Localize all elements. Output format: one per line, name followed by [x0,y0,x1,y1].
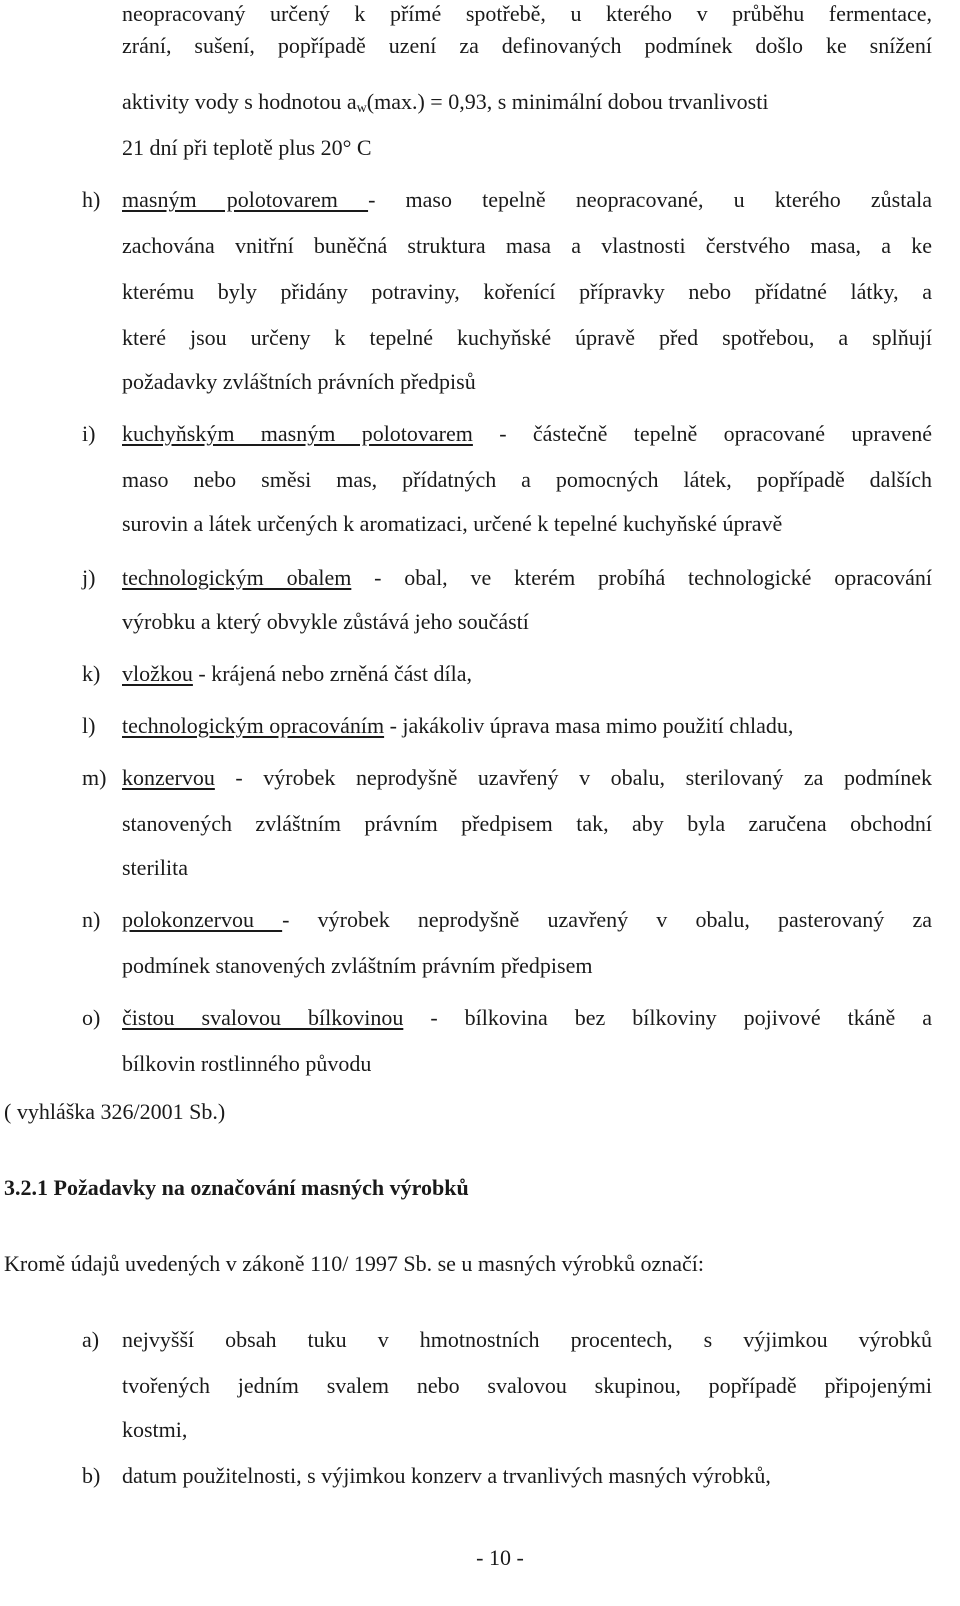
term: polokonzervou [122,907,283,932]
definition-l: technologickým opracováním - jakákoliv úprava masa mimo použití chladu, [122,713,794,738]
paragraph-line: stanovených zvláštním právním předpisem tak, aby byla zaručena obchodní [122,811,932,836]
requirement-a: nejvyšší obsah tuku v hmotnostních procentech, s výjimkou výrobků [122,1327,932,1352]
definition-n: polokonzervou - výrobek neprodyšně uzavřený v obalu, pasterovaný za [122,907,932,932]
paragraph-line: podmínek stanovených zvláštním právním předpisem [122,953,593,978]
item-label: i) [82,421,96,446]
term: konzervou [122,765,215,790]
term: technologickým obalem [122,565,352,590]
term: technologickým opracováním [122,713,385,738]
definition-h: masným polotovarem - maso tepelně neopracované, u kterého zůstala [122,187,932,212]
definition-i: kuchyňským masným polotovarem - částečně tepelně opracované upravené [122,421,932,446]
term: masným polotovarem [122,187,369,212]
paragraph-line: tvořených jedním svalem nebo svalovou skupinou, popřípadě připojenými [122,1373,932,1398]
requirement-b: datum použitelnosti, s výjimkou konzerv a trvanlivých masných výrobků, [122,1463,771,1488]
item-label: n) [82,907,101,932]
term: čistou svalovou bílkovinou [122,1005,404,1030]
paragraph-line: zachována vnitřní buněčná struktura masa a vlastnosti čerstvého masa, a ke [122,233,932,258]
paragraph-line: výrobku a který obvykle zůstává jeho součástí [122,609,529,634]
term: kuchyňským masným polotovarem [122,421,473,446]
paragraph-line: kostmi, [122,1417,188,1442]
paragraph-line: sterilita [122,855,188,880]
paragraph-line: maso nebo směsi mas, přídatných a pomocných látek, popřípadě dalších [122,467,932,492]
page-number: - 10 - [476,1545,524,1570]
item-label: j) [82,565,96,590]
definition-k: vložkou - krájená nebo zrněná část díla, [122,661,473,686]
section-heading: 3.2.1 Požadavky na označování masných výrobků [4,1175,469,1200]
paragraph-line: 21 dní při teplotě plus 20° C [122,135,372,160]
paragraph-line: kterému byly přidány potraviny, kořenící přípravky nebo přídatné látky, a [122,279,932,304]
definition-m: konzervou - výrobek neprodyšně uzavřený v obalu, sterilovaný za podmínek [122,765,932,790]
paragraph-line: neopracovaný určený k přímé spotřebě, u kterého v průběhu fermentace, [122,1,932,26]
paragraph-line: surovin a látek určených k aromatizaci, určené k tepelné kuchyňské úpravě [122,511,783,536]
definition-o: čistou svalovou bílkovinou - bílkovina bez bílkoviny pojivové tkáně a [122,1005,932,1030]
item-label: m) [82,765,107,790]
term: vložkou [122,661,193,686]
intro-paragraph: Kromě údajů uvedených v zákoně 110/ 1997 Sb. se u masných výrobků označí: [4,1251,704,1276]
source-citation: ( vyhláška 326/2001 Sb.) [4,1099,226,1124]
aw-text: aktivity vody s hodnotou $a_w(\max.) = 0,93$, s minimální dobou trvanlivosti [122,89,769,116]
item-label: o) [82,1005,101,1030]
item-label: b) [82,1463,101,1488]
item-label: h) [82,187,101,212]
paragraph-line: bílkovin rostlinného původu [122,1051,372,1076]
item-label: k) [82,661,101,686]
paragraph-line: které jsou určeny k tepelné kuchyňské úpravě před spotřebou, a splňují [122,325,932,350]
item-label: a) [82,1327,100,1352]
paragraph-line: zrání, sušení, popřípadě uzení za definovaných podmínek došlo ke snížení [122,33,932,58]
item-label: l) [82,713,96,738]
paragraph-line [122,88,932,116]
definition-j: technologickým obalem - obal, ve kterém probíhá technologické opracování [122,565,932,590]
paragraph-line: požadavky zvláštních právních předpisů [122,369,476,394]
